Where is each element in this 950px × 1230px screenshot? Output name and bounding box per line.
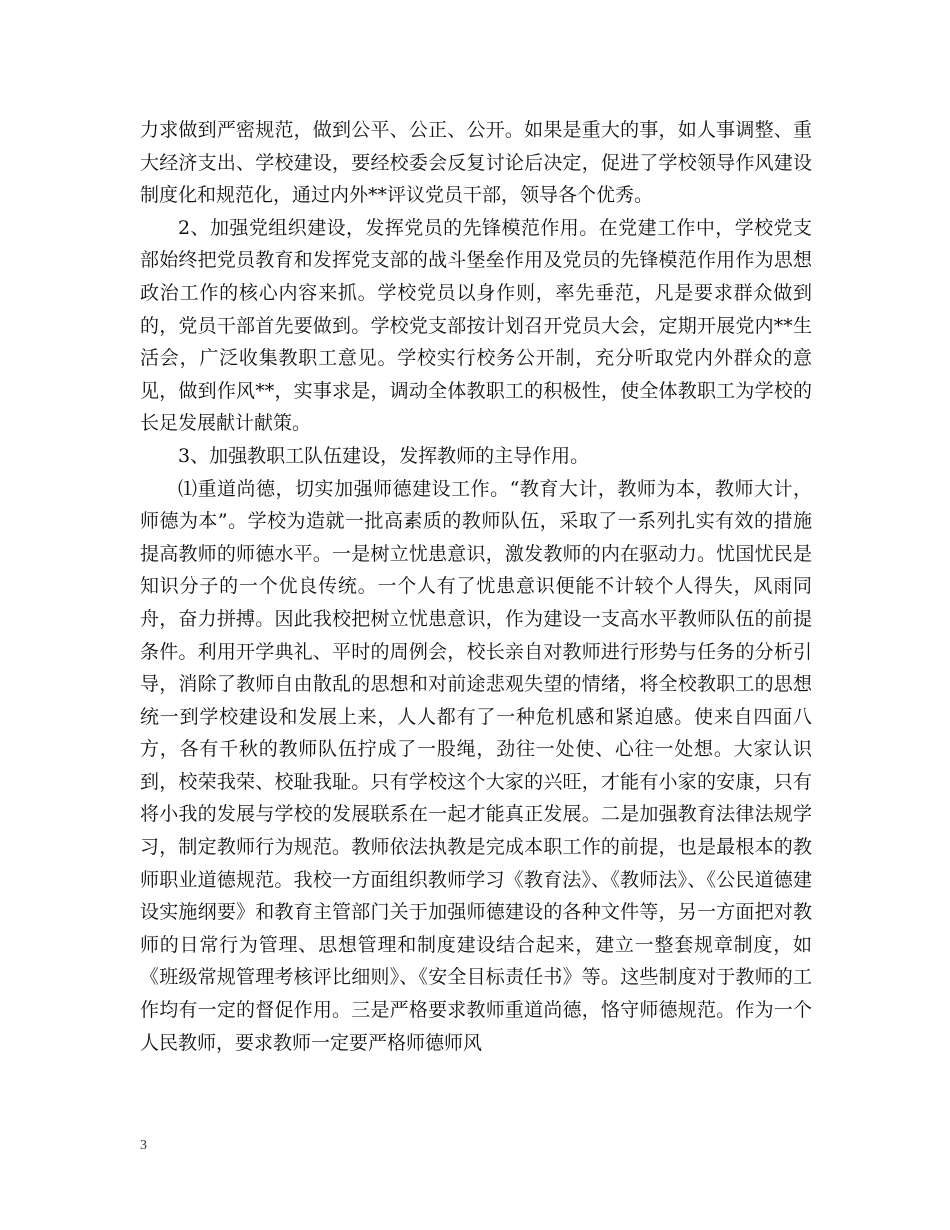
paragraph-staff-team-heading: 3、加强教职工队伍建设，发挥教师的主导作用。 — [178, 444, 590, 467]
document-body — [140, 114, 812, 1059]
page-number: 3 — [140, 1138, 147, 1153]
paragraph-teacher-ethics: ⑴重道尚德，切实加强师德建设工作。“教育大计，教师为本，教师大计，师德为本”。学校为造就一批高素质的教师队伍，采取了一系列扎实有效的措施提高教师的师德水平。一是树立忧患意识，激发教师的内在驱动力。忧国忧民是知识分子的一个优良传统。一个人有了忧患意识便能不计较个人得失，风雨同舟，奋力拼搏。因此我校把树立忧患意识，作为建设一支高水平教师队伍的前提条件。利用开学典礼、平时的周例会，校长亲自对教师进行形势与任务的分析引导，消除了教师自由散乱的思想和对前途悲观失望的情绪，将全校教职工的思想统一到学校建设和发展上来，人人都有了一种危机感和紧迫感。使来自四面八方，各有千秋的教师队伍拧成了一股绳，劲往一处使、心往一处想。大家认识到，校荣我荣、校耻我耻。只有学校这个大家的兴旺，才能有小家的安康，只有将小我的发展与学校的发展联系在一起才能真正发展。二是加强教育法律法规学习，制定教师行为规范。教师依法执教是完成本职工作的前提，也是最根本的教师职业道德规范。我校一方面组织教师学习《教育法》、《教师法》、《公民道德建设实施纲要》和教育主管部门关于加强师德建设的各种文件等，另一方面把对教师的日常行为管理、思想管理和制度建设结合起来，建立一整套规章制度，如《班级常规管理考核评比细则》、《安全目标责任书》等。这些制度对于教师的工作均有一定的督促作用。三是严格要求教师重道尚德，恪守师德规范。作为一个人民教师，要求教师一定要严格师德师风 — [140, 477, 812, 1054]
paragraph-continuation: 力求做到严密规范，做到公平、公正、公开。如果是重大的事，如人事调整、重大经济支出、学校建设，要经校委会反复讨论后决定，促进了学校领导作风建设制度化和规范化，通过内外**评议党员干部，领导各个优秀。 — [140, 119, 812, 207]
paragraph-party-organization: 2、加强党组织建设，发挥党员的先锋模范作用。在党建工作中，学校党支部始终把党员教育和发挥党支部的战斗堡垒作用及党员的先锋模范作用作为思想政治工作的核心内容来抓。学校党员以身作则，率先垂范，凡是要求群众做到的，党员干部首先要做到。学校党支部按计划召开党员大会，定期开展党内**生活会，广泛收集教职工意见。学校实行校务公开制，充分听取党内外群众的意见，做到作风**，实事求是，调动全体教职工的积极性，使全体教职工为学校的长足发展献计献策。 — [140, 216, 812, 435]
